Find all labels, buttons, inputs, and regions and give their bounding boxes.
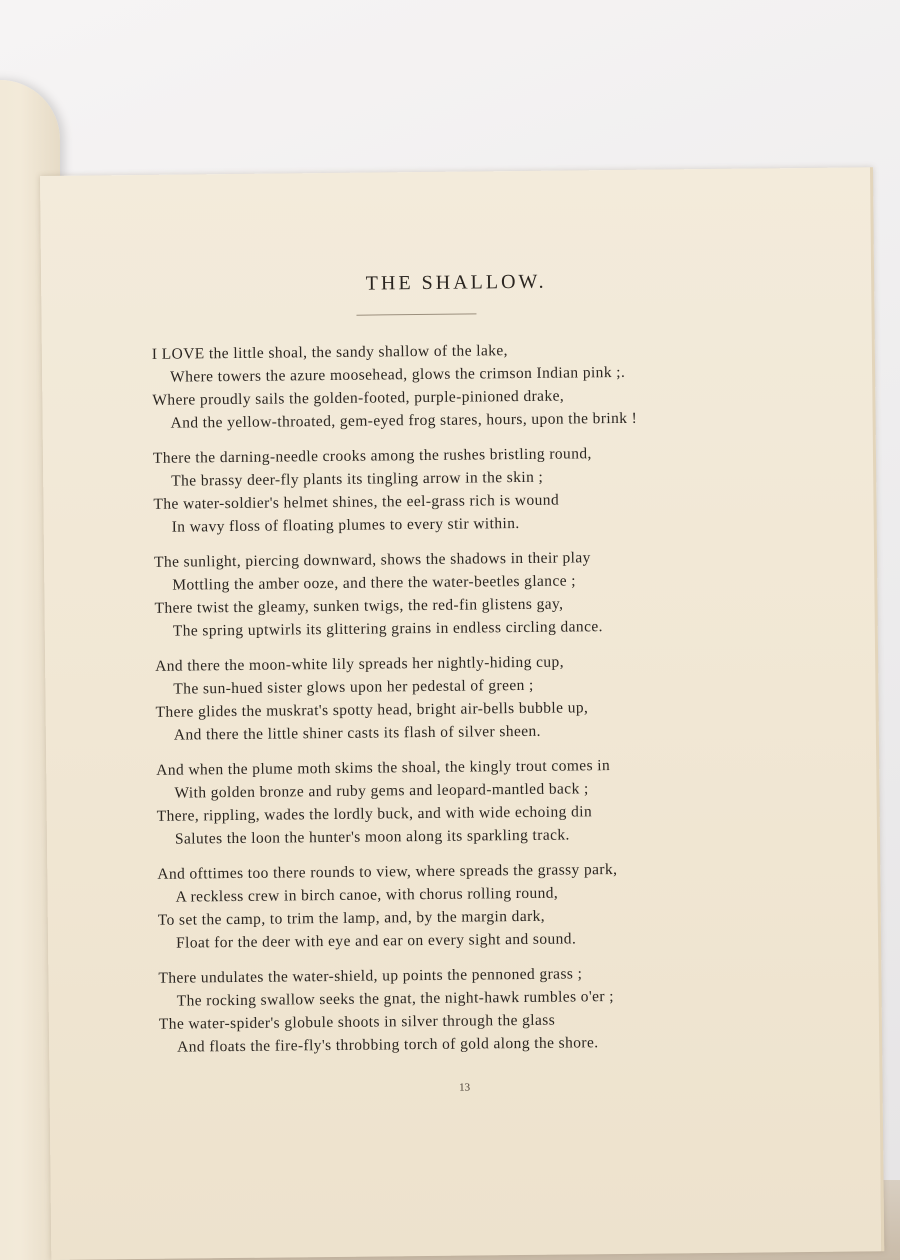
poem-line: And there the little shiner casts its flash of silver sheen.: [173, 722, 542, 744]
poem-line: And when the plume moth skims the shoal, the kingly trout comes in: [156, 757, 611, 779]
poem-line: The rocking swallow seeks the gnat, the night-hawk rumbles o'er ;: [176, 988, 615, 1010]
poem-line: And there the moon-white lily spreads her nightly-hiding cup,: [155, 653, 565, 675]
stanza: [157, 856, 798, 955]
poem-line: Mottling the amber ooze, and there the water-beetles glance ;: [172, 572, 577, 594]
poem-line: The water-spider's globule shoots in silver through the glass: [158, 1011, 556, 1033]
poem-line: A reckless crew in birch canoe, with chorus rolling round,: [175, 884, 559, 906]
poem-line: There glides the muskrat's spotty head, bright air-bells bubble up,: [155, 699, 589, 721]
book-page: [40, 167, 884, 1260]
stanza: [153, 440, 794, 539]
page-number: 13: [459, 1081, 471, 1094]
stanza: [155, 648, 796, 747]
poem-line: Float for the deer with eye and ear on every sight and sound.: [175, 930, 577, 952]
stanza: [156, 752, 797, 851]
poem-line: With golden bronze and ruby gems and leopard-mantled back ;: [174, 780, 589, 802]
poem-line: Salutes the loon the hunter's moon along its sparkling track.: [174, 826, 570, 848]
poem-line: In wavy floss of floating plumes to every stir within.: [171, 514, 520, 536]
poem-line: There the darning-needle crooks among the rushes bristling round,: [152, 445, 592, 467]
poem-line: To set the camp, to trim the lamp, and, by the margin dark,: [157, 907, 546, 929]
poem-line: And the yellow-throated, gem-eyed frog stares, hours, upon the brink !: [170, 409, 638, 432]
poem-title: THE SHALLOW.: [365, 270, 547, 295]
poem-body: [152, 336, 800, 1071]
stanza: [154, 544, 795, 643]
poem-line: There undulates the water-shield, up points the pennoned grass ;: [158, 965, 583, 987]
poem-line: And ofttimes too there rounds to view, where spreads the grassy park,: [157, 860, 618, 883]
poem-line: Where proudly sails the golden-footed, purple-pinioned drake,: [152, 387, 565, 409]
poem-line: The sunlight, piercing downward, shows the shadows in their play: [153, 549, 591, 571]
poem-line: Where towers the azure moosehead, glows the crimson Indian pink ;.: [170, 363, 626, 386]
stanza: [152, 336, 793, 435]
poem-line: I LOVE the little shoal, the sandy shallow of the lake,: [151, 342, 508, 363]
poem-line: The sun-hued sister glows upon her pedestal of green ;: [173, 676, 534, 698]
poem-line: There, rippling, wades the lordly buck, and with wide echoing din: [156, 803, 593, 825]
poem-line: And floats the fire-fly's throbbing torch of gold along the shore.: [177, 1034, 599, 1056]
poem-line: The brassy deer-fly plants its tingling arrow in the skin ;: [171, 468, 544, 490]
title-rule: [356, 313, 476, 315]
poem-line: There twist the gleamy, sunken twigs, the red-fin glistens gay,: [154, 595, 564, 617]
poem-line: The spring uptwirls its glittering grains in endless circling dance.: [172, 618, 603, 640]
poem-line: The water-soldier's helmet shines, the eel-grass rich is wound: [153, 491, 560, 513]
stanza: [158, 960, 799, 1059]
